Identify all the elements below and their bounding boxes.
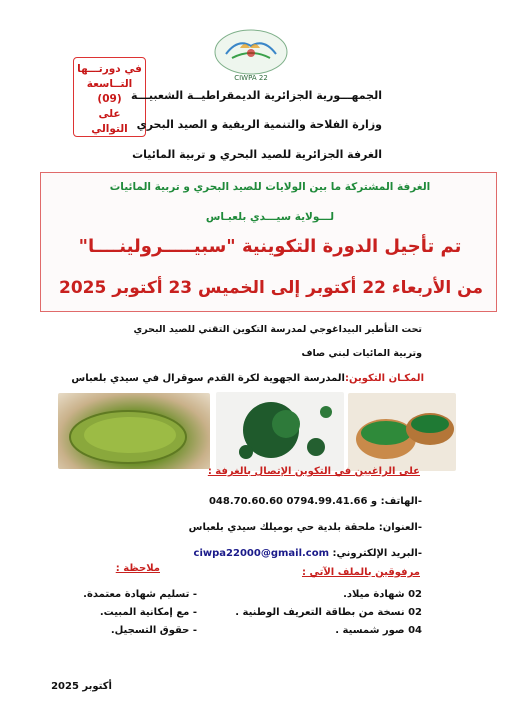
- address-line: [189, 522, 422, 533]
- document-item: 02 شهادة ميلاد.: [343, 589, 422, 600]
- supervision-line2: وتربية المائيات لبني صاف: [301, 348, 422, 359]
- place-label: المكـان التكوين:: [345, 373, 424, 384]
- place-value: المدرسة الجهوية لكرة القدم سوقرال في سيدي بلعباس: [71, 373, 345, 384]
- contact-heading: على الراغبين في التكوين الإتصال بالغرفة :: [207, 466, 420, 477]
- address-value: ملحقة بلدية حي بوميلك سيدي بلعباس: [188, 522, 376, 533]
- supervision-line1: تحت التأطير البيداغوجي لمدرسة التكوين التقني للصيد البحري: [133, 324, 422, 335]
- spirulina-powder-photo: [58, 393, 210, 469]
- note-item: - تسليم شهادة معتمدة.: [83, 589, 197, 600]
- chamber-logo: [212, 28, 290, 84]
- training-dates: من الأربعاء 22 أكتوبر إلى الخميس 23 أكتوبر 2025: [59, 278, 483, 298]
- documents-heading: مرفوقين بالملف الآتي :: [301, 567, 420, 578]
- wilaya-line: لـــولاية سيـــدي بلعبـاس: [205, 211, 335, 223]
- chamber-title: الغرفة الجزائرية للصيد البحري و تربية المائيات: [132, 148, 382, 161]
- email-line: [194, 548, 422, 559]
- note-item: - مع إمكانية المبيت.: [99, 607, 197, 618]
- phone-line: [209, 496, 422, 507]
- republic-title: الجمهـــورية الجزائرية الديمقراطيــة الشعبيـــة: [130, 89, 382, 102]
- phone-label: -الهاتف:: [380, 496, 422, 507]
- ministry-title: وزارة الفلاحة والتنمية الريفية و الصيد البحري: [136, 118, 382, 131]
- badge-line5: التوالي: [91, 123, 128, 135]
- notes-heading: ملاحظة :: [115, 563, 160, 574]
- postponement-title: تم تأجيل الدورة التكوينية "سبيـــــرولينــــا": [78, 236, 462, 257]
- document-item: 02 نسخة من بطاقة التعريف الوطنية .: [235, 607, 422, 618]
- training-place: [71, 373, 424, 384]
- badge-line1: في دورتـــها: [77, 63, 142, 75]
- document-item: 04 صور شمسية .: [335, 625, 422, 636]
- phone-value: 048.70.60.60 و 0794.99.41.66: [208, 496, 378, 507]
- address-label: -العنوان:: [378, 522, 422, 533]
- spirulina-tablets-photo: [216, 392, 344, 471]
- badge-line3: (09): [97, 93, 122, 105]
- logo-caption: CIWPA 22: [234, 74, 268, 82]
- badge-line2: التــاسعة: [86, 78, 133, 90]
- spirulina-bowls-photo: [348, 393, 456, 471]
- email-label: -البريد الإلكتروني:: [332, 548, 422, 559]
- email-value[interactable]: ciwpa22000@gmail.com: [193, 548, 330, 559]
- joint-chamber-line: الغرفة المشتركة ما بين الولايات للصيد البحري و تربية المائيات: [109, 181, 431, 193]
- footer-date: أكتوبر 2025: [51, 681, 112, 692]
- badge-line4: على: [98, 108, 121, 120]
- note-item: - حقوق التسجيل.: [110, 625, 197, 636]
